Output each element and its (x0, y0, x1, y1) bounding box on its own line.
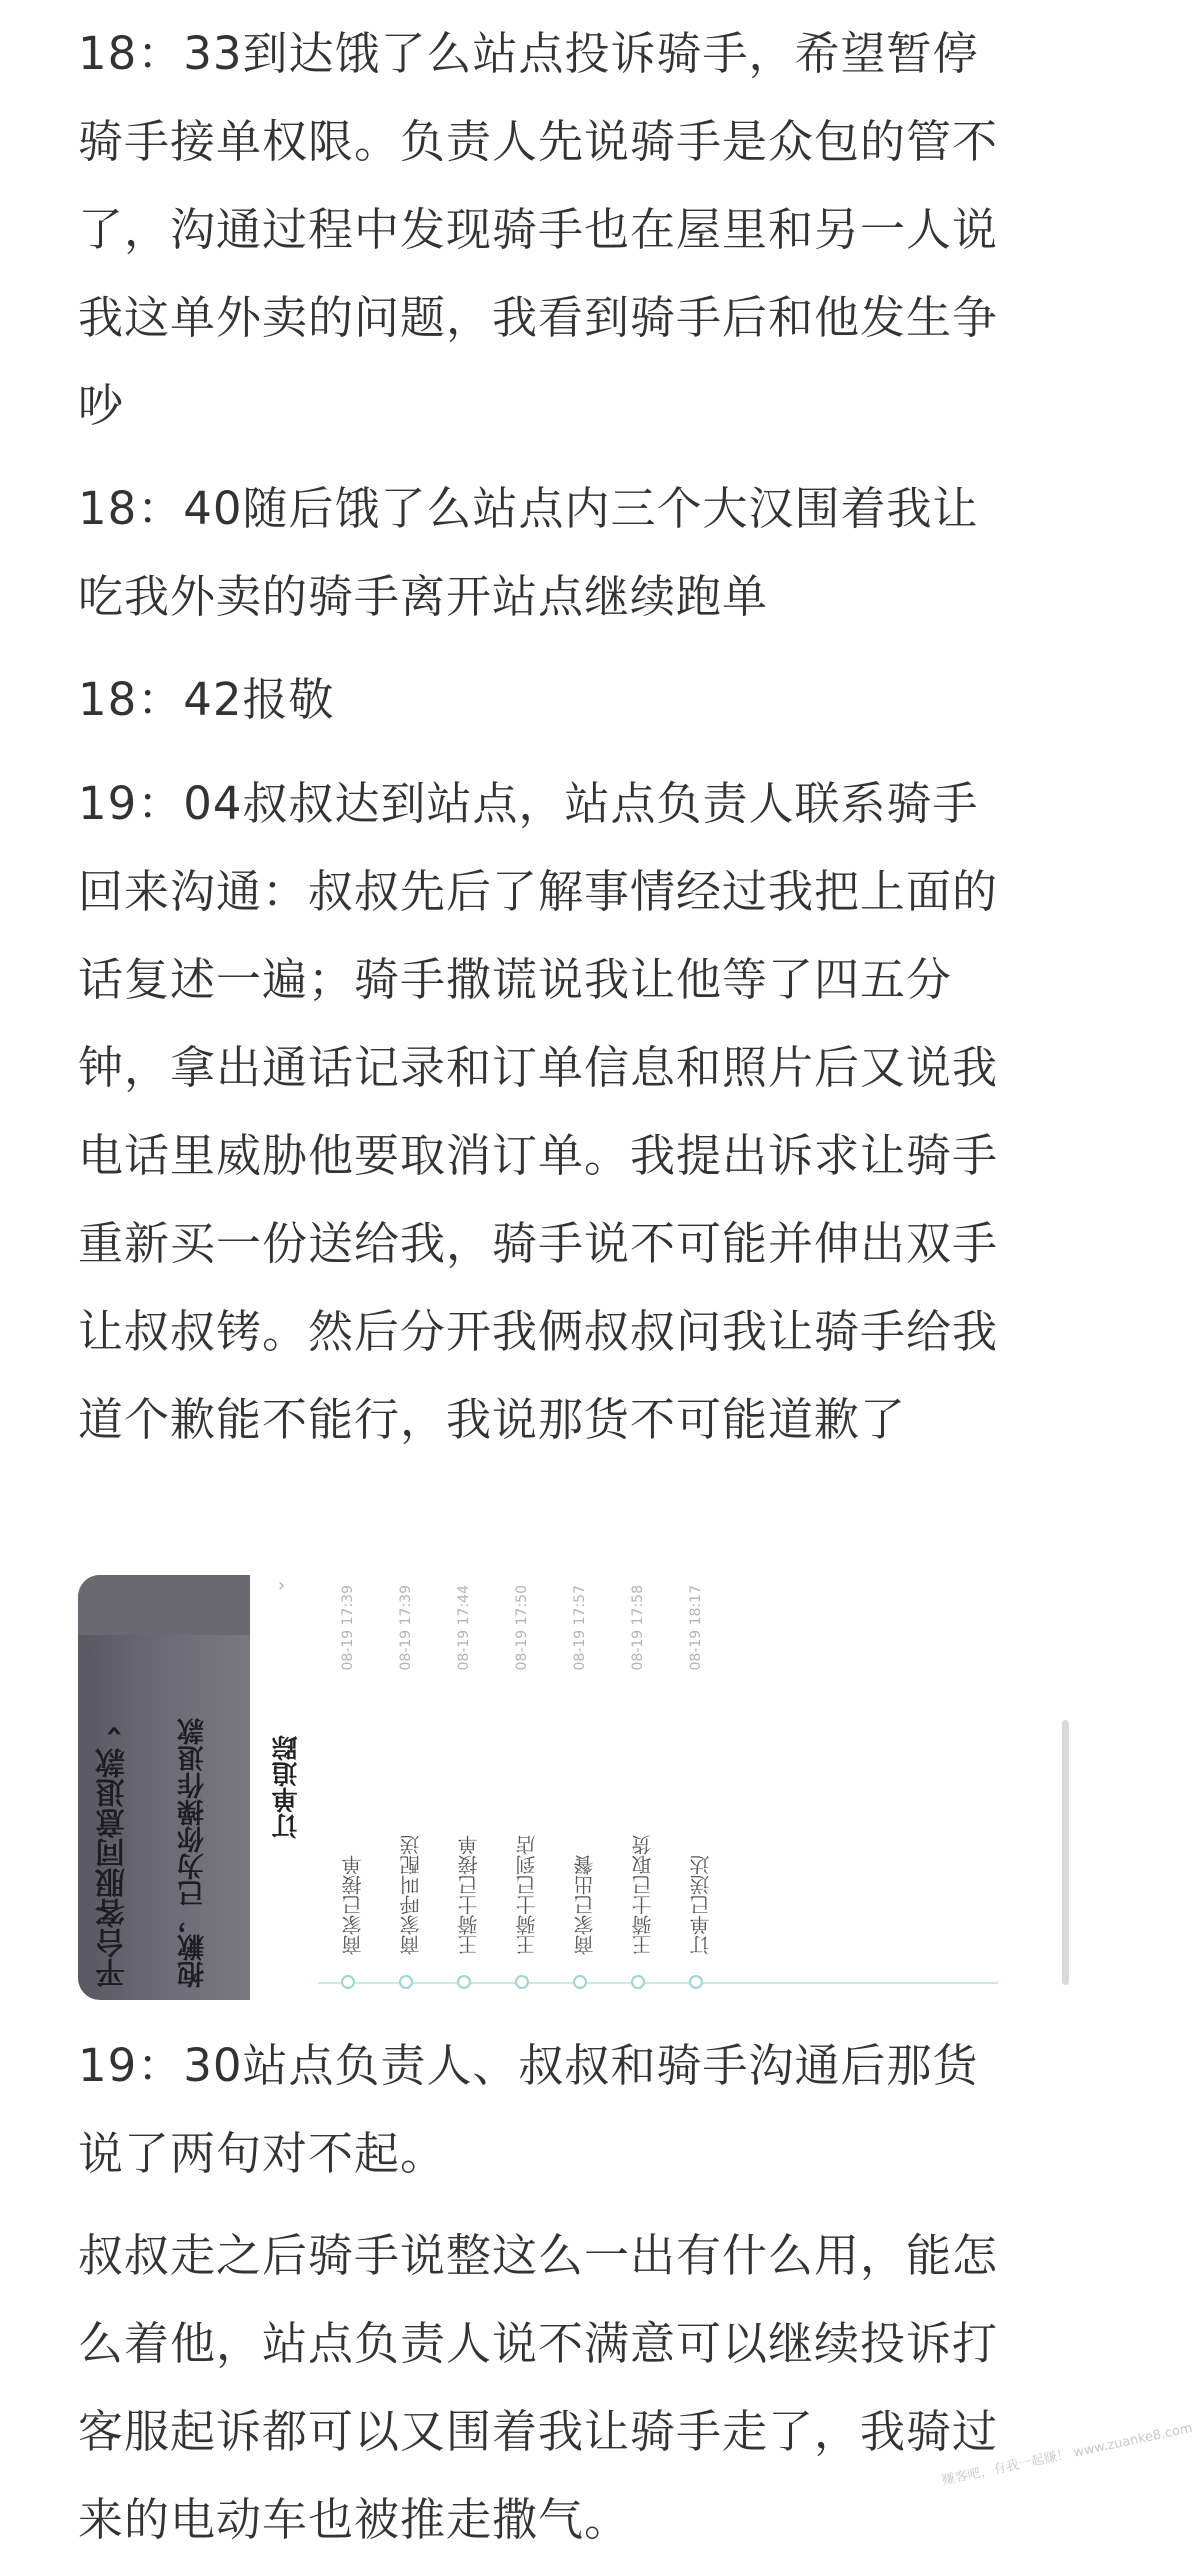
banner-top-strip (78, 1575, 250, 1635)
timeline-dot-icon (573, 1975, 587, 1989)
post-paragraph-1: 18：33到达饿了么站点投诉骑手，希望暂停骑手接单权限。负责人先说骑手是众包的管不了，沟通过程中发现骑手也在屋里和另一人说我这单外卖的问题，我看到骑手后和他发生争吵 (78, 27, 999, 432)
panel-separator (250, 1575, 268, 2000)
tracking-step-status: 王骑士已取货 (631, 1835, 655, 1955)
tracking-step-status: 商家已接单 (341, 1855, 365, 1955)
timeline-dot-icon (399, 1975, 413, 1989)
post-paragraph-6: 叔叔走之后骑手说整这么一出有什么用，能怎么着他，站点负责人说不满意可以继续投诉打客服起诉都可以又围着我让骑手走了，我骑过来的电动车也被推走撒气。 (78, 2229, 999, 2546)
order-tracking-screenshot[interactable] (78, 1575, 1003, 2000)
refund-banner (78, 1575, 250, 2000)
tracking-step-time: 08-19 17:39 (398, 1585, 414, 1671)
site-watermark: 赚客吧，有我一起赚！ www.zuanke8.com (940, 2420, 1194, 2489)
tracking-step-time: 08-19 17:50 (514, 1585, 530, 1671)
tracking-step (434, 1575, 494, 2000)
post-paragraph-5: 19：30站点负责人、叔叔和骑手沟通后那货说了两句对不起。 (78, 2039, 979, 2180)
tracking-step-time: 08-19 17:39 (340, 1585, 356, 1671)
post-paragraph-4: 19：04叔叔达到站点，站点负责人联系骑手回来沟通：叔叔先后了解事情经过我把上面的话复述一遍；骑手撒谎说我让他等了四五分钟，拿出通话记录和订单信息和照片后又说我电话里威胁他要取消订单。我提出诉求让骑手重新买一份送给我，骑手说不可能并伸出双手让叔叔铐。然后分开我俩叔叔问我让骑手给我道个歉能不能行，我说那货不可能道歉了 (78, 777, 999, 1446)
post-paragraph-2: 18：40随后饿了么站点内三个大汉围着我让吃我外卖的骑手离开站点继续跑单 (78, 482, 979, 623)
tracking-step (608, 1575, 668, 2000)
tracking-step (376, 1575, 436, 2000)
tracking-step-time: 08-19 17:58 (630, 1585, 646, 1671)
timeline-dot-icon (689, 1975, 703, 1989)
scrollbar[interactable] (1062, 1720, 1069, 1985)
timeline-dot-icon (341, 1975, 355, 1989)
timeline-dot-icon (515, 1975, 529, 1989)
tracking-step (492, 1575, 552, 2000)
chevron-right-icon: › (278, 1575, 286, 1596)
tracking-step-status: 王骑士已接单 (457, 1835, 481, 1955)
tracking-step-time: 08-19 17:44 (456, 1585, 472, 1671)
tracking-step-status: 商家呼叫配送 (399, 1835, 423, 1955)
order-tracking-title: 订单追踪 (272, 1735, 302, 1839)
refund-banner-subtitle: 抱歉，已为你操作退款 (178, 1718, 209, 1988)
tracking-step (318, 1575, 378, 2000)
tracking-step-time: 08-19 17:57 (572, 1585, 588, 1671)
tracking-step-status: 商家已出餐 (573, 1855, 597, 1955)
timeline-dot-icon (457, 1975, 471, 1989)
tracking-step (666, 1575, 726, 2000)
tracking-step-time: 08-19 18:17 (688, 1585, 704, 1671)
refund-banner-title: 平台客服同意退款 › (96, 1725, 131, 1988)
post-paragraph-3: 18：42报敬 (78, 673, 335, 726)
timeline-dot-icon (631, 1975, 645, 1989)
tracking-step-status: 王骑士已到店 (515, 1835, 539, 1955)
tracking-step-status: 订单已送达 (689, 1855, 713, 1955)
tracking-step (550, 1575, 610, 2000)
